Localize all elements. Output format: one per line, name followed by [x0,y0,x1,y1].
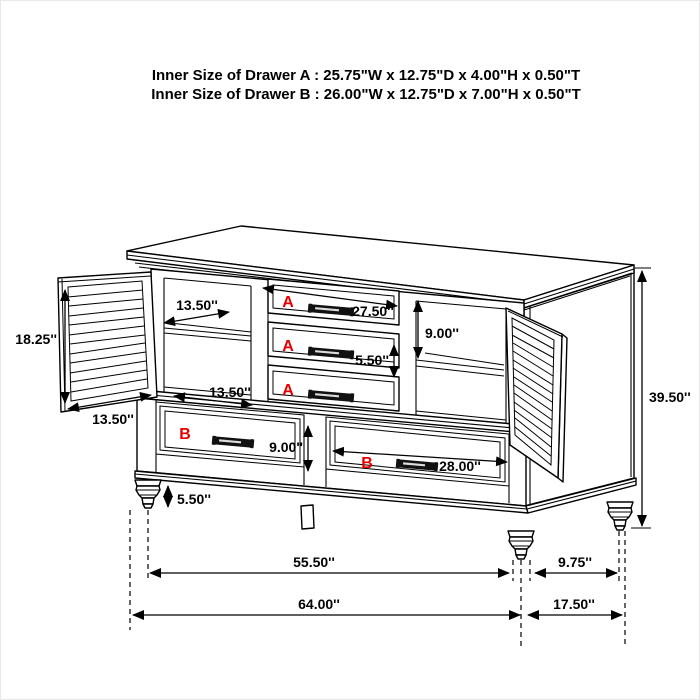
drawer-b-width-label: 28.00'' [439,458,481,474]
left-door [58,272,157,412]
drawer-a1-letter: A [282,294,294,311]
front-right-leg [508,531,534,559]
back-right-leg [607,502,633,530]
leg-depth-span-label: 9.75'' [558,554,592,570]
door-width-label: 13.50'' [92,411,134,427]
drawer-b2-letter: B [361,455,373,472]
cabinet-drawing [58,226,636,559]
overall-width-label: 64.00'' [298,596,340,612]
overall-height-label: 39.50'' [649,389,691,405]
leg-height-label: 5.50'' [177,491,211,507]
drawer-a-width-label: 27.50'' [352,303,394,319]
front-leg-span-label: 55.50'' [293,554,335,570]
drawer-a-inner-size-text: Inner Size of Drawer A : 25.75"W x 12.75"D x 4.00"H x 0.50"T [151,67,581,84]
right-opening-height-label: 9.00'' [425,325,459,341]
drawer-a-height-label: 5.50'' [355,352,389,368]
front-left-leg [135,480,161,508]
drawer-b-height-label: 9.00'' [269,439,303,455]
center-support-post [301,505,314,529]
shelf-depth-lower-label: 13.50'' [209,384,251,400]
door-height-label: 18.25'' [15,331,57,347]
drawer-b1-letter: B [179,426,191,443]
drawer-a3-letter: A [282,382,294,399]
drawer-b-inner-size-text: Inner Size of Drawer B : 26.00"W x 12.75"D x 7.00"H x 0.50"T [151,86,581,103]
header [151,67,580,103]
overall-depth-label: 17.50'' [553,596,595,612]
drawer-a2-letter: A [282,338,294,355]
shelf-depth-upper-label: 13.50'' [176,297,218,313]
